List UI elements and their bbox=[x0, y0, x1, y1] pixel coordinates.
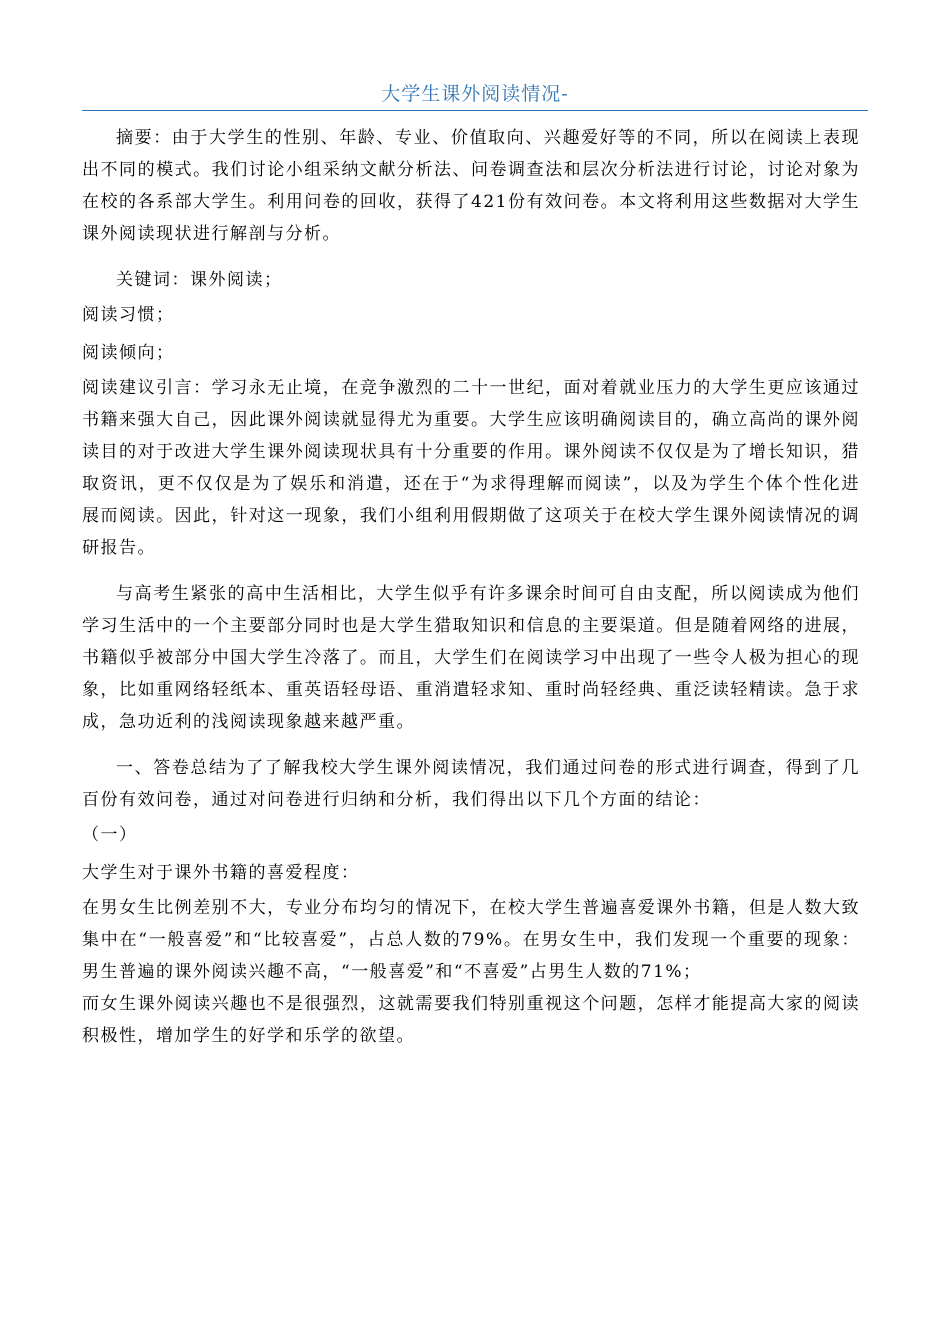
keyword-item: 阅读习惯； bbox=[82, 305, 175, 325]
subsection-title: 大学生对于课外书籍的喜爱程度： bbox=[82, 863, 360, 883]
background-paragraph: 与高考生紧张的高中生活相比，大学生似乎有许多课余时间可自由支配，所以阅读成为他们学习生活中的一个主要部分同时也是大学生猎取知识和信息的主要渠道。但是随着网络的进展，书籍似乎被部分中国大学生冷落了。而且，大学生们在阅读学习中出现了一些令人极为担心的现象，比如重网络轻纸本、重英语轻母语、重消遣轻求知、重时尚轻经典、重泛读轻精读。急于求成，急功近利的浅阅读现象越来越严重。 bbox=[82, 584, 860, 732]
subsection-marker: （一） bbox=[82, 825, 138, 845]
keywords-line: 关键词：课外阅读； bbox=[116, 270, 283, 290]
page-header bbox=[82, 80, 868, 111]
abstract-paragraph: 摘要：由于大学生的性别、年龄、专业、价值取向、兴趣爱好等的不同，所以在阅读上表现出不同的模式。我们讨论小组采纳文献分析法、问卷调查法和层次分析法进行讨论，讨论对象为在校的各系部大学生。利用问卷的回收，获得了421份有效问卷。本文将利用这些数据对大学生课外阅读现状进行解剖与分析。 bbox=[82, 128, 860, 244]
header-title: 大学生课外阅读情况- bbox=[381, 83, 569, 105]
keyword-item: 阅读倾向； bbox=[82, 343, 175, 363]
section-heading: 一、答卷总结为了了解我校大学生课外阅读情况，我们通过问卷的形式进行调查，得到了几百份有效问卷，通过对问卷进行归纳和分析，我们得出以下几个方面的结论： bbox=[82, 758, 860, 810]
document-body bbox=[82, 122, 860, 1052]
finding-paragraph: 而女生课外阅读兴趣也不是很强烈，这就需要我们特别重视这个问题，怎样才能提高大家的阅读积极性，增加学生的好学和乐学的欲望。 bbox=[82, 994, 860, 1046]
intro-paragraph: 阅读建议引言：学习永无止境，在竞争激烈的二十一世纪，面对着就业压力的大学生更应该通过书籍来强大自己，因此课外阅读就显得尤为重要。大学生应该明确阅读目的，确立高尚的课外阅读目的对于改进大学生课外阅读现状具有十分重要的作用。课外阅读不仅仅是为了增长知识，猎取资讯，更不仅仅是为了娱乐和消遣，还在于“为求得理解而阅读”，以及为学生个体个性化进展而阅读。因此，针对这一现象，我们小组利用假期做了这项关于在校大学生课外阅读情况的调研报告。 bbox=[82, 378, 860, 558]
finding-paragraph: 在男女生比例差别不大，专业分布均匀的情况下，在校大学生普遍喜爱课外书籍，但是人数大致集中在“一般喜爱”和“比较喜爱”，占总人数的79%。在男女生中，我们发现一个重要的现象：男生普遍的课外阅读兴趣不高，“一般喜爱”和“不喜爱”占男生人数的71%； bbox=[82, 898, 860, 982]
